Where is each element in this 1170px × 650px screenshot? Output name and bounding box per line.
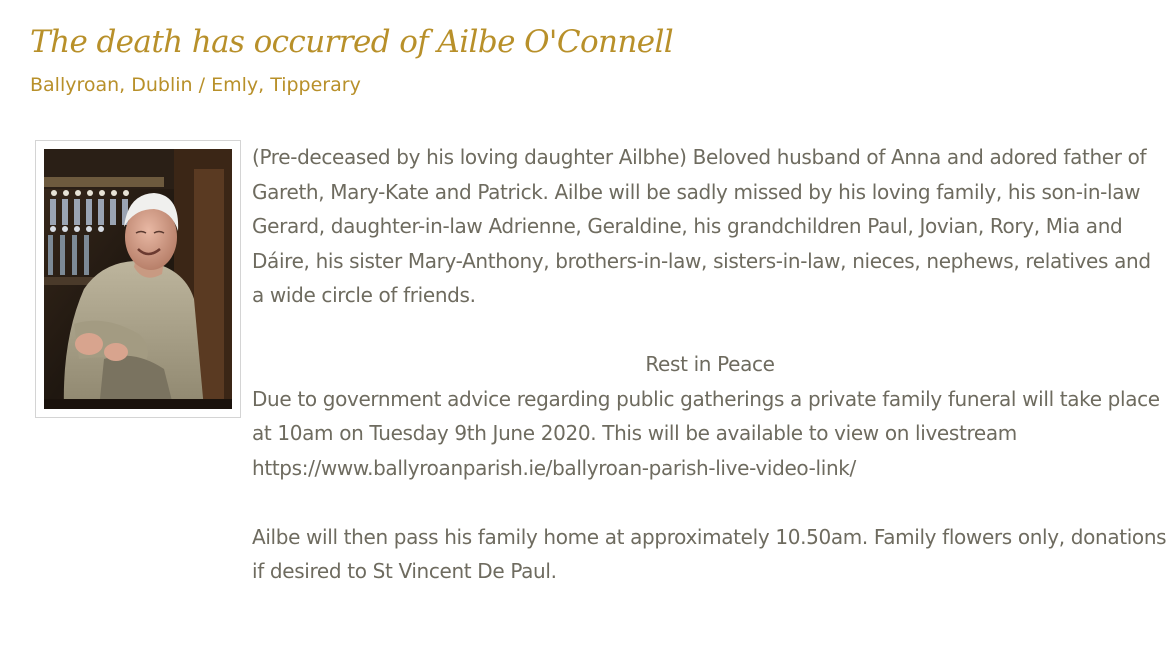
family-paragraph: (Pre-deceased by his loving daughter Ailbhe) Beloved husband of Anna and adored father of Gareth, Mary-Kate and Patrick. Ailbe will be sadly missed by his loving family, his son-in-law Gerard, daughter-in-law Adrienne, Geraldine, his grandchildren Paul, Jovian, Rory, Mia and Dáire, his sister Mary-Anthony, brothers-in-law, sisters-in-law, nieces, nephews, relatives and a wide circle of friends.: [252, 145, 1151, 307]
location-subtitle: Ballyroan, Dublin / Emly, Tipperary: [30, 74, 361, 96]
livestream-link[interactable]: https://www.ballyroanparish.ie/ballyroan-parish-live-video-link/: [252, 455, 856, 480]
portrait-photo: [44, 149, 232, 409]
rest-in-peace: Rest in Peace: [645, 352, 775, 376]
page-title: The death has occurred of Ailbe O'Connell: [30, 24, 674, 60]
photo-frame: [35, 140, 241, 418]
final-paragraph: Ailbe will then pass his family home at approximately 10.50am. Family flowers only, donations if desired to St Vincent De Paul.: [252, 524, 1167, 583]
spacer: [252, 313, 1168, 348]
funeral-paragraph: Due to government advice regarding public gatherings a private family funeral will take place at 10am on Tuesday 9th June 2020. This will be available to view on livestream: [252, 386, 1160, 445]
notice-body: [252, 140, 1168, 589]
spacer: [252, 485, 1168, 520]
